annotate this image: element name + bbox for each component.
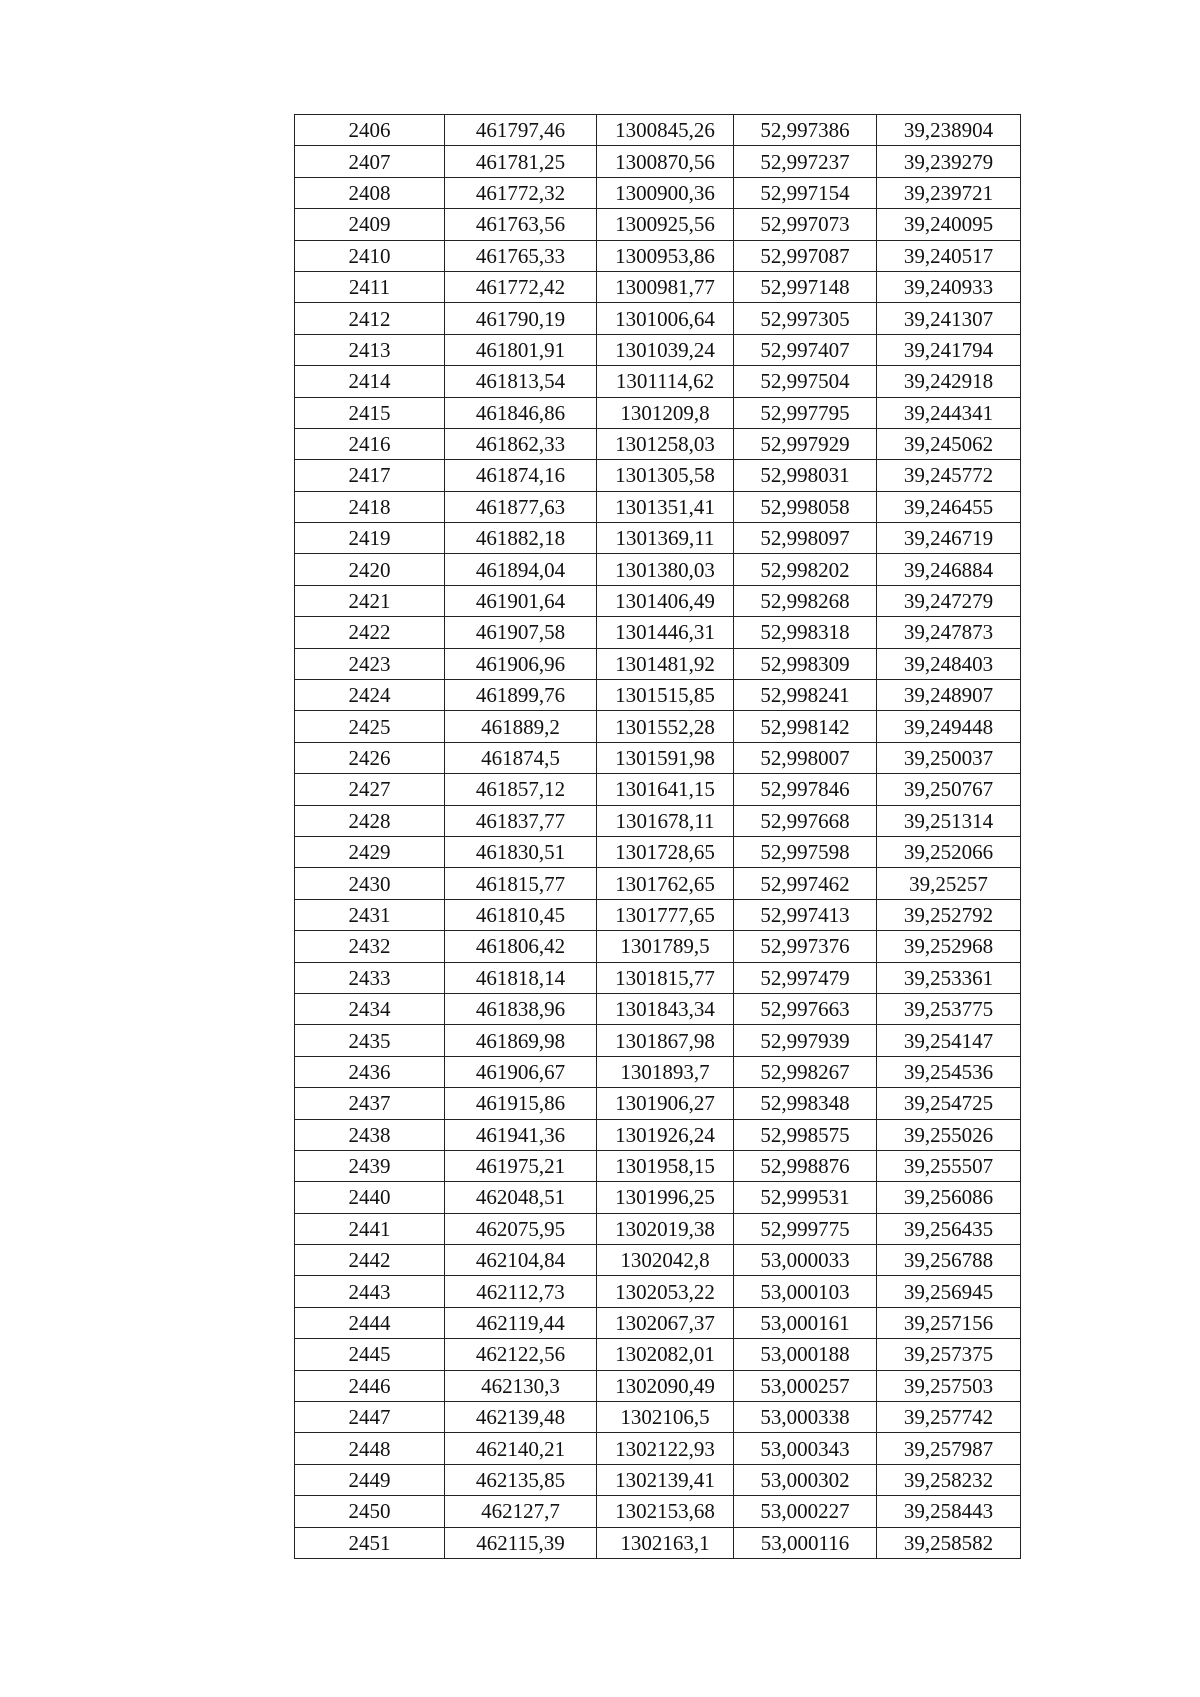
x-coordinate-cell: 461801,91 bbox=[445, 334, 597, 365]
table-row bbox=[295, 648, 1021, 679]
longitude-cell: 39,245062 bbox=[877, 428, 1021, 459]
table-row bbox=[295, 868, 1021, 899]
longitude-cell: 39,247873 bbox=[877, 617, 1021, 648]
latitude-cell: 52,997386 bbox=[734, 115, 877, 146]
point-number-cell: 2423 bbox=[295, 648, 445, 679]
point-number-cell: 2415 bbox=[295, 397, 445, 428]
latitude-cell: 52,998876 bbox=[734, 1150, 877, 1181]
table-row bbox=[295, 303, 1021, 334]
point-number-cell: 2449 bbox=[295, 1464, 445, 1495]
y-coordinate-cell: 1301996,25 bbox=[597, 1182, 734, 1213]
point-number-cell: 2429 bbox=[295, 836, 445, 867]
y-coordinate-cell: 1301305,58 bbox=[597, 460, 734, 491]
y-coordinate-cell: 1300981,77 bbox=[597, 271, 734, 302]
y-coordinate-cell: 1301515,85 bbox=[597, 680, 734, 711]
y-coordinate-cell: 1301380,03 bbox=[597, 554, 734, 585]
latitude-cell: 52,997154 bbox=[734, 177, 877, 208]
y-coordinate-cell: 1302082,01 bbox=[597, 1339, 734, 1370]
x-coordinate-cell: 462122,56 bbox=[445, 1339, 597, 1370]
point-number-cell: 2430 bbox=[295, 868, 445, 899]
longitude-cell: 39,246719 bbox=[877, 523, 1021, 554]
y-coordinate-cell: 1302106,5 bbox=[597, 1402, 734, 1433]
x-coordinate-cell: 461941,36 bbox=[445, 1119, 597, 1150]
x-coordinate-cell: 461830,51 bbox=[445, 836, 597, 867]
y-coordinate-cell: 1301641,15 bbox=[597, 774, 734, 805]
latitude-cell: 53,000227 bbox=[734, 1496, 877, 1527]
longitude-cell: 39,246455 bbox=[877, 491, 1021, 522]
latitude-cell: 53,000343 bbox=[734, 1433, 877, 1464]
point-number-cell: 2439 bbox=[295, 1150, 445, 1181]
table-row bbox=[295, 1402, 1021, 1433]
table-row bbox=[295, 585, 1021, 616]
table-row bbox=[295, 1245, 1021, 1276]
y-coordinate-cell: 1301351,41 bbox=[597, 491, 734, 522]
latitude-cell: 53,000161 bbox=[734, 1307, 877, 1338]
longitude-cell: 39,256945 bbox=[877, 1276, 1021, 1307]
point-number-cell: 2437 bbox=[295, 1088, 445, 1119]
table-row bbox=[295, 428, 1021, 459]
table-row bbox=[295, 1496, 1021, 1527]
table-row bbox=[295, 993, 1021, 1024]
point-number-cell: 2443 bbox=[295, 1276, 445, 1307]
table-row bbox=[295, 774, 1021, 805]
table-row bbox=[295, 899, 1021, 930]
longitude-cell: 39,256788 bbox=[877, 1245, 1021, 1276]
point-number-cell: 2417 bbox=[295, 460, 445, 491]
x-coordinate-cell: 461894,04 bbox=[445, 554, 597, 585]
y-coordinate-cell: 1301406,49 bbox=[597, 585, 734, 616]
longitude-cell: 39,25257 bbox=[877, 868, 1021, 899]
table-row bbox=[295, 1307, 1021, 1338]
point-number-cell: 2442 bbox=[295, 1245, 445, 1276]
point-number-cell: 2440 bbox=[295, 1182, 445, 1213]
longitude-cell: 39,257742 bbox=[877, 1402, 1021, 1433]
table-row bbox=[295, 146, 1021, 177]
y-coordinate-cell: 1300900,36 bbox=[597, 177, 734, 208]
y-coordinate-cell: 1301958,15 bbox=[597, 1150, 734, 1181]
x-coordinate-cell: 461882,18 bbox=[445, 523, 597, 554]
longitude-cell: 39,250037 bbox=[877, 742, 1021, 773]
y-coordinate-cell: 1302122,93 bbox=[597, 1433, 734, 1464]
y-coordinate-cell: 1302019,38 bbox=[597, 1213, 734, 1244]
point-number-cell: 2438 bbox=[295, 1119, 445, 1150]
x-coordinate-cell: 461889,2 bbox=[445, 711, 597, 742]
x-coordinate-cell: 461901,64 bbox=[445, 585, 597, 616]
point-number-cell: 2451 bbox=[295, 1527, 445, 1558]
longitude-cell: 39,240933 bbox=[877, 271, 1021, 302]
latitude-cell: 52,997148 bbox=[734, 271, 877, 302]
x-coordinate-cell: 461790,19 bbox=[445, 303, 597, 334]
point-number-cell: 2412 bbox=[295, 303, 445, 334]
table-row bbox=[295, 1119, 1021, 1150]
x-coordinate-cell: 461797,46 bbox=[445, 115, 597, 146]
point-number-cell: 2422 bbox=[295, 617, 445, 648]
latitude-cell: 52,997237 bbox=[734, 146, 877, 177]
point-number-cell: 2434 bbox=[295, 993, 445, 1024]
coordinates-table bbox=[294, 114, 1021, 1559]
x-coordinate-cell: 461810,45 bbox=[445, 899, 597, 930]
longitude-cell: 39,257987 bbox=[877, 1433, 1021, 1464]
table-row bbox=[295, 711, 1021, 742]
table-row bbox=[295, 554, 1021, 585]
longitude-cell: 39,250767 bbox=[877, 774, 1021, 805]
latitude-cell: 53,000302 bbox=[734, 1464, 877, 1495]
y-coordinate-cell: 1301867,98 bbox=[597, 1025, 734, 1056]
x-coordinate-cell: 461813,54 bbox=[445, 366, 597, 397]
point-number-cell: 2411 bbox=[295, 271, 445, 302]
x-coordinate-cell: 461772,42 bbox=[445, 271, 597, 302]
y-coordinate-cell: 1302067,37 bbox=[597, 1307, 734, 1338]
latitude-cell: 52,998202 bbox=[734, 554, 877, 585]
x-coordinate-cell: 461975,21 bbox=[445, 1150, 597, 1181]
latitude-cell: 52,998007 bbox=[734, 742, 877, 773]
x-coordinate-cell: 462140,21 bbox=[445, 1433, 597, 1464]
longitude-cell: 39,252968 bbox=[877, 931, 1021, 962]
point-number-cell: 2426 bbox=[295, 742, 445, 773]
point-number-cell: 2413 bbox=[295, 334, 445, 365]
point-number-cell: 2420 bbox=[295, 554, 445, 585]
point-number-cell: 2435 bbox=[295, 1025, 445, 1056]
x-coordinate-cell: 462119,44 bbox=[445, 1307, 597, 1338]
table-row bbox=[295, 334, 1021, 365]
longitude-cell: 39,249448 bbox=[877, 711, 1021, 742]
x-coordinate-cell: 461806,42 bbox=[445, 931, 597, 962]
x-coordinate-cell: 461837,77 bbox=[445, 805, 597, 836]
y-coordinate-cell: 1302153,68 bbox=[597, 1496, 734, 1527]
latitude-cell: 52,997939 bbox=[734, 1025, 877, 1056]
latitude-cell: 52,997929 bbox=[734, 428, 877, 459]
coordinates-table-body bbox=[295, 115, 1021, 1559]
y-coordinate-cell: 1301789,5 bbox=[597, 931, 734, 962]
x-coordinate-cell: 461874,5 bbox=[445, 742, 597, 773]
table-row bbox=[295, 366, 1021, 397]
point-number-cell: 2447 bbox=[295, 1402, 445, 1433]
longitude-cell: 39,239721 bbox=[877, 177, 1021, 208]
x-coordinate-cell: 461862,33 bbox=[445, 428, 597, 459]
point-number-cell: 2419 bbox=[295, 523, 445, 554]
x-coordinate-cell: 462075,95 bbox=[445, 1213, 597, 1244]
y-coordinate-cell: 1302163,1 bbox=[597, 1527, 734, 1558]
latitude-cell: 52,998267 bbox=[734, 1056, 877, 1087]
x-coordinate-cell: 461877,63 bbox=[445, 491, 597, 522]
table-row bbox=[295, 460, 1021, 491]
point-number-cell: 2425 bbox=[295, 711, 445, 742]
latitude-cell: 52,998142 bbox=[734, 711, 877, 742]
longitude-cell: 39,255507 bbox=[877, 1150, 1021, 1181]
y-coordinate-cell: 1301893,7 bbox=[597, 1056, 734, 1087]
longitude-cell: 39,241794 bbox=[877, 334, 1021, 365]
x-coordinate-cell: 461869,98 bbox=[445, 1025, 597, 1056]
point-number-cell: 2441 bbox=[295, 1213, 445, 1244]
latitude-cell: 52,997073 bbox=[734, 209, 877, 240]
x-coordinate-cell: 462115,39 bbox=[445, 1527, 597, 1558]
table-row bbox=[295, 115, 1021, 146]
latitude-cell: 52,997504 bbox=[734, 366, 877, 397]
latitude-cell: 52,997598 bbox=[734, 836, 877, 867]
y-coordinate-cell: 1301209,8 bbox=[597, 397, 734, 428]
x-coordinate-cell: 461772,32 bbox=[445, 177, 597, 208]
latitude-cell: 52,998058 bbox=[734, 491, 877, 522]
latitude-cell: 52,997087 bbox=[734, 240, 877, 271]
longitude-cell: 39,248403 bbox=[877, 648, 1021, 679]
latitude-cell: 52,997413 bbox=[734, 899, 877, 930]
point-number-cell: 2407 bbox=[295, 146, 445, 177]
longitude-cell: 39,244341 bbox=[877, 397, 1021, 428]
latitude-cell: 52,998318 bbox=[734, 617, 877, 648]
x-coordinate-cell: 461874,16 bbox=[445, 460, 597, 491]
y-coordinate-cell: 1300845,26 bbox=[597, 115, 734, 146]
longitude-cell: 39,257503 bbox=[877, 1370, 1021, 1401]
y-coordinate-cell: 1301678,11 bbox=[597, 805, 734, 836]
table-row bbox=[295, 1182, 1021, 1213]
latitude-cell: 52,998309 bbox=[734, 648, 877, 679]
x-coordinate-cell: 462135,85 bbox=[445, 1464, 597, 1495]
longitude-cell: 39,254725 bbox=[877, 1088, 1021, 1119]
x-coordinate-cell: 461846,86 bbox=[445, 397, 597, 428]
latitude-cell: 52,998097 bbox=[734, 523, 877, 554]
latitude-cell: 53,000116 bbox=[734, 1527, 877, 1558]
latitude-cell: 52,998575 bbox=[734, 1119, 877, 1150]
longitude-cell: 39,253361 bbox=[877, 962, 1021, 993]
point-number-cell: 2421 bbox=[295, 585, 445, 616]
longitude-cell: 39,247279 bbox=[877, 585, 1021, 616]
point-number-cell: 2450 bbox=[295, 1496, 445, 1527]
y-coordinate-cell: 1301728,65 bbox=[597, 836, 734, 867]
table-row bbox=[295, 177, 1021, 208]
table-row bbox=[295, 1025, 1021, 1056]
table-row bbox=[295, 491, 1021, 522]
y-coordinate-cell: 1300870,56 bbox=[597, 146, 734, 177]
x-coordinate-cell: 462127,7 bbox=[445, 1496, 597, 1527]
latitude-cell: 52,998348 bbox=[734, 1088, 877, 1119]
longitude-cell: 39,257156 bbox=[877, 1307, 1021, 1338]
table-row bbox=[295, 1150, 1021, 1181]
longitude-cell: 39,242918 bbox=[877, 366, 1021, 397]
longitude-cell: 39,252066 bbox=[877, 836, 1021, 867]
y-coordinate-cell: 1300925,56 bbox=[597, 209, 734, 240]
table-row bbox=[295, 617, 1021, 648]
longitude-cell: 39,238904 bbox=[877, 115, 1021, 146]
latitude-cell: 53,000338 bbox=[734, 1402, 877, 1433]
point-number-cell: 2428 bbox=[295, 805, 445, 836]
longitude-cell: 39,240517 bbox=[877, 240, 1021, 271]
y-coordinate-cell: 1301777,65 bbox=[597, 899, 734, 930]
longitude-cell: 39,258582 bbox=[877, 1527, 1021, 1558]
latitude-cell: 52,997462 bbox=[734, 868, 877, 899]
point-number-cell: 2444 bbox=[295, 1307, 445, 1338]
point-number-cell: 2418 bbox=[295, 491, 445, 522]
table-row bbox=[295, 1056, 1021, 1087]
y-coordinate-cell: 1301591,98 bbox=[597, 742, 734, 773]
y-coordinate-cell: 1302090,49 bbox=[597, 1370, 734, 1401]
table-row bbox=[295, 836, 1021, 867]
latitude-cell: 52,999775 bbox=[734, 1213, 877, 1244]
x-coordinate-cell: 461915,86 bbox=[445, 1088, 597, 1119]
table-row bbox=[295, 1339, 1021, 1370]
latitude-cell: 52,997668 bbox=[734, 805, 877, 836]
table-row bbox=[295, 742, 1021, 773]
y-coordinate-cell: 1302042,8 bbox=[597, 1245, 734, 1276]
x-coordinate-cell: 461781,25 bbox=[445, 146, 597, 177]
point-number-cell: 2433 bbox=[295, 962, 445, 993]
point-number-cell: 2410 bbox=[295, 240, 445, 271]
table-row bbox=[295, 1276, 1021, 1307]
longitude-cell: 39,255026 bbox=[877, 1119, 1021, 1150]
x-coordinate-cell: 461763,56 bbox=[445, 209, 597, 240]
y-coordinate-cell: 1301369,11 bbox=[597, 523, 734, 554]
y-coordinate-cell: 1301446,31 bbox=[597, 617, 734, 648]
table-row bbox=[295, 1370, 1021, 1401]
longitude-cell: 39,252792 bbox=[877, 899, 1021, 930]
table-row bbox=[295, 931, 1021, 962]
x-coordinate-cell: 461765,33 bbox=[445, 240, 597, 271]
point-number-cell: 2416 bbox=[295, 428, 445, 459]
latitude-cell: 52,997376 bbox=[734, 931, 877, 962]
y-coordinate-cell: 1301552,28 bbox=[597, 711, 734, 742]
x-coordinate-cell: 461838,96 bbox=[445, 993, 597, 1024]
latitude-cell: 52,997846 bbox=[734, 774, 877, 805]
y-coordinate-cell: 1302053,22 bbox=[597, 1276, 734, 1307]
longitude-cell: 39,241307 bbox=[877, 303, 1021, 334]
point-number-cell: 2431 bbox=[295, 899, 445, 930]
latitude-cell: 52,997663 bbox=[734, 993, 877, 1024]
y-coordinate-cell: 1301762,65 bbox=[597, 868, 734, 899]
longitude-cell: 39,254147 bbox=[877, 1025, 1021, 1056]
latitude-cell: 52,998268 bbox=[734, 585, 877, 616]
longitude-cell: 39,256086 bbox=[877, 1182, 1021, 1213]
longitude-cell: 39,245772 bbox=[877, 460, 1021, 491]
table-row bbox=[295, 209, 1021, 240]
table-row bbox=[295, 962, 1021, 993]
x-coordinate-cell: 461818,14 bbox=[445, 962, 597, 993]
x-coordinate-cell: 461907,58 bbox=[445, 617, 597, 648]
y-coordinate-cell: 1301114,62 bbox=[597, 366, 734, 397]
latitude-cell: 52,997305 bbox=[734, 303, 877, 334]
point-number-cell: 2427 bbox=[295, 774, 445, 805]
y-coordinate-cell: 1301906,27 bbox=[597, 1088, 734, 1119]
point-number-cell: 2446 bbox=[295, 1370, 445, 1401]
point-number-cell: 2445 bbox=[295, 1339, 445, 1370]
latitude-cell: 53,000103 bbox=[734, 1276, 877, 1307]
y-coordinate-cell: 1300953,86 bbox=[597, 240, 734, 271]
longitude-cell: 39,246884 bbox=[877, 554, 1021, 585]
y-coordinate-cell: 1302139,41 bbox=[597, 1464, 734, 1495]
y-coordinate-cell: 1301815,77 bbox=[597, 962, 734, 993]
point-number-cell: 2448 bbox=[295, 1433, 445, 1464]
point-number-cell: 2414 bbox=[295, 366, 445, 397]
x-coordinate-cell: 462130,3 bbox=[445, 1370, 597, 1401]
latitude-cell: 52,998241 bbox=[734, 680, 877, 711]
table-row bbox=[295, 240, 1021, 271]
longitude-cell: 39,253775 bbox=[877, 993, 1021, 1024]
point-number-cell: 2424 bbox=[295, 680, 445, 711]
point-number-cell: 2406 bbox=[295, 115, 445, 146]
latitude-cell: 52,997479 bbox=[734, 962, 877, 993]
point-number-cell: 2436 bbox=[295, 1056, 445, 1087]
y-coordinate-cell: 1301258,03 bbox=[597, 428, 734, 459]
y-coordinate-cell: 1301926,24 bbox=[597, 1119, 734, 1150]
latitude-cell: 52,997407 bbox=[734, 334, 877, 365]
latitude-cell: 53,000033 bbox=[734, 1245, 877, 1276]
x-coordinate-cell: 461906,67 bbox=[445, 1056, 597, 1087]
latitude-cell: 52,999531 bbox=[734, 1182, 877, 1213]
longitude-cell: 39,258443 bbox=[877, 1496, 1021, 1527]
y-coordinate-cell: 1301843,34 bbox=[597, 993, 734, 1024]
longitude-cell: 39,251314 bbox=[877, 805, 1021, 836]
longitude-cell: 39,239279 bbox=[877, 146, 1021, 177]
x-coordinate-cell: 461815,77 bbox=[445, 868, 597, 899]
point-number-cell: 2408 bbox=[295, 177, 445, 208]
x-coordinate-cell: 461857,12 bbox=[445, 774, 597, 805]
x-coordinate-cell: 462112,73 bbox=[445, 1276, 597, 1307]
latitude-cell: 52,998031 bbox=[734, 460, 877, 491]
latitude-cell: 53,000257 bbox=[734, 1370, 877, 1401]
table-row bbox=[295, 1464, 1021, 1495]
y-coordinate-cell: 1301039,24 bbox=[597, 334, 734, 365]
latitude-cell: 52,997795 bbox=[734, 397, 877, 428]
longitude-cell: 39,256435 bbox=[877, 1213, 1021, 1244]
longitude-cell: 39,258232 bbox=[877, 1464, 1021, 1495]
table-row bbox=[295, 523, 1021, 554]
longitude-cell: 39,254536 bbox=[877, 1056, 1021, 1087]
longitude-cell: 39,257375 bbox=[877, 1339, 1021, 1370]
x-coordinate-cell: 462104,84 bbox=[445, 1245, 597, 1276]
table-row bbox=[295, 805, 1021, 836]
table-row bbox=[295, 1088, 1021, 1119]
x-coordinate-cell: 461906,96 bbox=[445, 648, 597, 679]
x-coordinate-cell: 462139,48 bbox=[445, 1402, 597, 1433]
table-row bbox=[295, 680, 1021, 711]
table-row bbox=[295, 397, 1021, 428]
y-coordinate-cell: 1301006,64 bbox=[597, 303, 734, 334]
y-coordinate-cell: 1301481,92 bbox=[597, 648, 734, 679]
table-row bbox=[295, 1213, 1021, 1244]
longitude-cell: 39,240095 bbox=[877, 209, 1021, 240]
table-row bbox=[295, 271, 1021, 302]
longitude-cell: 39,248907 bbox=[877, 680, 1021, 711]
latitude-cell: 53,000188 bbox=[734, 1339, 877, 1370]
table-row bbox=[295, 1527, 1021, 1558]
point-number-cell: 2432 bbox=[295, 931, 445, 962]
point-number-cell: 2409 bbox=[295, 209, 445, 240]
x-coordinate-cell: 462048,51 bbox=[445, 1182, 597, 1213]
table-row bbox=[295, 1433, 1021, 1464]
x-coordinate-cell: 461899,76 bbox=[445, 680, 597, 711]
